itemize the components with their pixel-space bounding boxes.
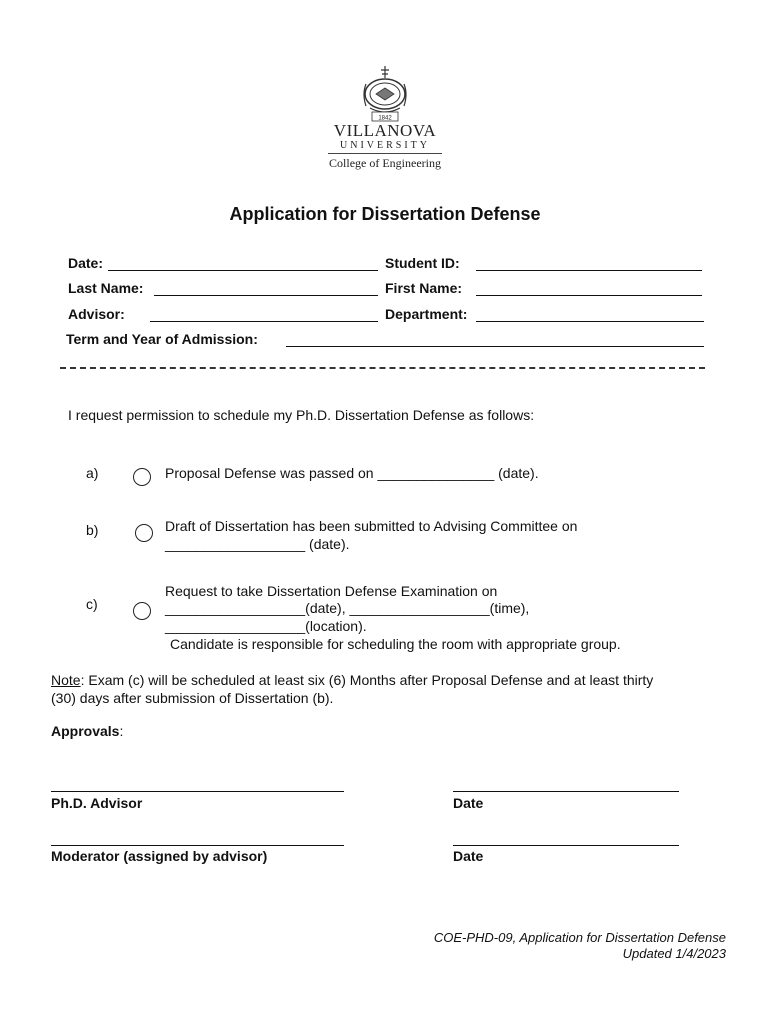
approvals-heading	[51, 723, 123, 739]
note-text-1: : Exam (c) will be scheduled at least six (6) Months after Proposal Defense and at least thirty	[80, 672, 654, 688]
option-b-radio[interactable]	[135, 524, 153, 542]
note-line1	[51, 672, 653, 688]
university-seal-logo	[354, 64, 416, 122]
student-id-label: Student ID:	[385, 255, 460, 271]
moderator-date-line[interactable]	[453, 845, 679, 846]
moderator-signature-label: Moderator (assigned by advisor)	[51, 848, 268, 864]
date-label: Date:	[68, 255, 104, 271]
university-subtitle: UNIVERSITY	[340, 140, 430, 151]
advisor-date-label: Date	[453, 795, 484, 811]
option-b-line1: Draft of Dissertation has been submitted to Advising Committee on	[165, 518, 578, 534]
approvals-label: Approvals	[51, 723, 120, 739]
option-a-marker: a)	[86, 465, 99, 481]
first-name-field[interactable]	[476, 295, 702, 296]
dashed-separator	[60, 367, 705, 369]
option-c-marker: c)	[86, 596, 98, 612]
seal-year: 1842	[378, 115, 392, 122]
moderator-signature-line[interactable]	[51, 845, 344, 846]
footer-form-id: COE-PHD-09, Application for Dissertation Defense	[433, 930, 726, 945]
student-id-field[interactable]	[476, 270, 702, 271]
advisor-date-line[interactable]	[453, 791, 679, 792]
advisor-field[interactable]	[150, 321, 378, 322]
intro-text: I request permission to schedule my Ph.D. Dissertation Defense as follows:	[68, 407, 535, 423]
note-line2: (30) days after submission of Dissertation (b).	[51, 690, 334, 706]
option-a-text: Proposal Defense was passed on _______________ (date).	[165, 465, 539, 481]
advisor-signature-line[interactable]	[51, 791, 344, 792]
footer-updated: Updated 1/4/2023	[622, 946, 726, 961]
option-c-line2: __________________(date), __________________(time),	[165, 600, 530, 616]
advisor-label: Advisor:	[68, 306, 125, 322]
first-name-label: First Name:	[385, 280, 463, 296]
option-a-radio[interactable]	[133, 468, 151, 486]
term-admission-label: Term and Year of Admission:	[66, 331, 258, 347]
approvals-colon: :	[119, 723, 124, 739]
option-c-line4: Candidate is responsible for scheduling the room with appropriate group.	[170, 636, 621, 652]
university-name: VILLANOVA	[333, 121, 437, 140]
last-name-field[interactable]	[154, 295, 378, 296]
term-admission-field[interactable]	[286, 346, 704, 347]
advisor-signature-label: Ph.D. Advisor	[51, 795, 143, 811]
option-c-line3: __________________(location).	[165, 618, 367, 634]
department-field[interactable]	[476, 321, 704, 322]
date-field[interactable]	[108, 270, 378, 271]
department-label: Department:	[385, 306, 468, 322]
option-c-radio[interactable]	[133, 602, 151, 620]
last-name-label: Last Name:	[68, 280, 144, 296]
college-divider	[328, 153, 442, 154]
option-b-marker: b)	[86, 522, 99, 538]
option-b-line2: __________________ (date).	[165, 536, 350, 552]
option-c-line1: Request to take Dissertation Defense Examination on	[165, 583, 498, 599]
college-name: College of Engineering	[329, 156, 441, 170]
moderator-date-label: Date	[453, 848, 484, 864]
note-label: Note	[51, 672, 81, 688]
form-title: Application for Dissertation Defense	[229, 204, 541, 224]
